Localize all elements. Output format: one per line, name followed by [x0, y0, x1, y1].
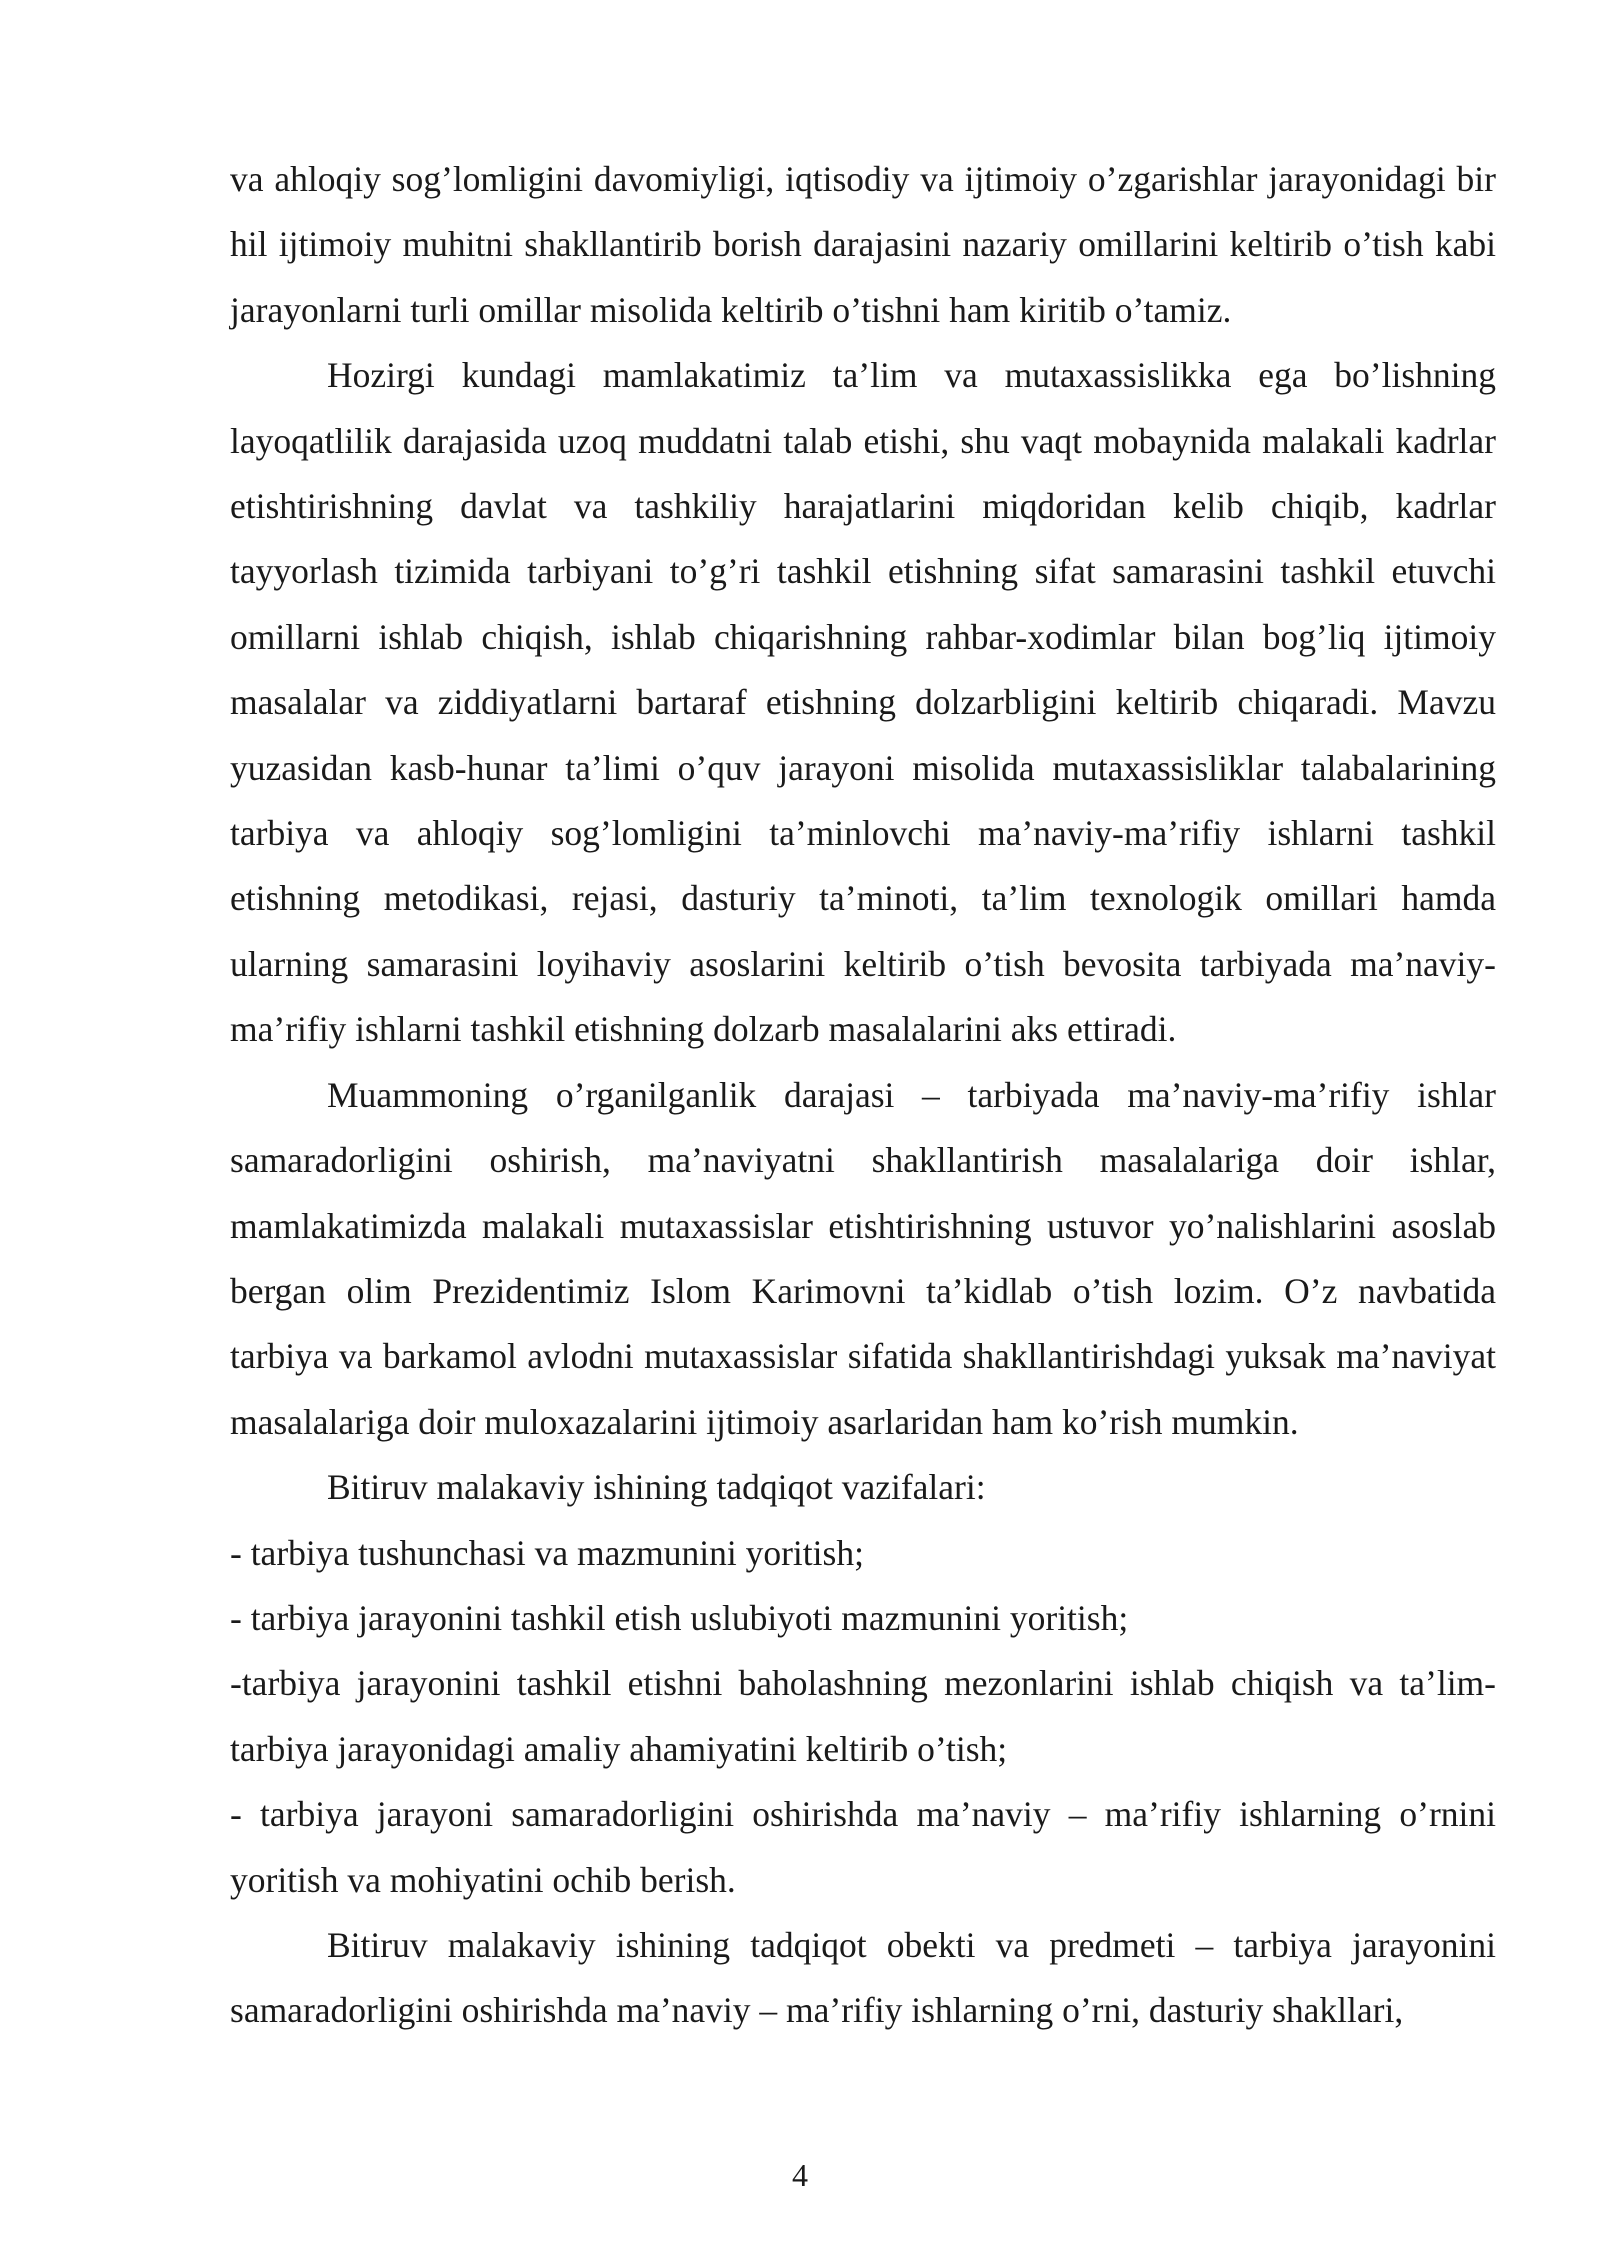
body-text — [230, 147, 1496, 2044]
tasks-heading: Bitiruv malakaviy ishining tadqiqot vazifalari: — [327, 1467, 986, 1508]
task-item: - tarbiya jarayonini tashkil etish uslubiyoti mazmunini yoritish; — [230, 1597, 1129, 1638]
paragraph-3: Muammoning o’rganilganlik darajasi – tarbiyada ma’naviy-ma’rifiy ishlar samaradorligini oshirish, ma’naviyatni shakllantirish masalalariga doir ishlar, mamlakatimizda malakali mutaxassislar etishtirishning ustuvor yo’nalishlarini asoslab bergan olim Prezidentimiz Islom Karimovni ta’kidlab o’tish lozim. O’z navbatida tarbiya va barkamol avlodni mutaxassislar sifatida shakllantirishdagi yuksak ma’naviyat masalalariga doir muloxazalarini ijtimoiy asarlaridan ham ko’rish mumkin. — [230, 1074, 1496, 1442]
paragraph-2: Hozirgi kundagi mamlakatimiz ta’lim va mutaxassislikka ega bo’lishning layoqatlilik darajasida uzoq muddatni talab etishi, shu vaqt mobaynida malakali kadrlar etishtirishning davlat va tashkiliy harajatlarini miqdoridan kelib chiqib, kadrlar tayyorlash tizimida tarbiyani to’g’ri tashkil etishning sifat samarasini tashkil etuvchi omillarni ishlab chiqish, ishlab chiqarishning rahbar-xodimlar bilan bog’liq ijtimoiy masalalar va ziddiyatlarni bartaraf etishning dolzarbligini keltirib chiqaradi. Mavzu yuzasidan kasb-hunar ta’limi o’quv jarayoni misolida mutaxassisliklar talabalarining tarbiya va ahloqiy sog’lomligini ta’minlovchi ma’naviy-ma’rifiy ishlarni tashkil etishning metodikasi, rejasi, dasturiy ta’minoti, ta’lim texnologik omillari hamda ularning samarasini loyihaviy asoslarini keltirib o’tish bevosita tarbiyada ma’naviy-ma’rifiy ishlarni tashkil etishning dolzarb masalalarini aks ettiradi. — [230, 355, 1496, 1050]
paragraph-1: va ahloqiy sog’lomligini davomiyligi, iqtisodiy va ijtimoiy o’zgarishlar jarayonidagi bir hil ijtimoiy muhitni shakllantirib borish darajasini nazariy omillarini keltirib o’tish kabi jarayonlarni turli omillar misolida keltirib o’tishni ham kiritib o’tamiz. — [230, 159, 1496, 330]
page-number: 4 — [792, 2157, 808, 2193]
task-item: - tarbiya jarayoni samaradorligini oshirishda ma’naviy – ma’rifiy ishlarning o’rnini yoritish va mohiyatini ochib berish. — [230, 1794, 1496, 1900]
task-item: - tarbiya tushunchasi va mazmunini yoritish; — [230, 1532, 864, 1573]
task-item: -tarbiya jarayonini tashkil etishni baholashning mezonlarini ishlab chiqish va ta’lim-tarbiya jarayonidagi amaliy ahamiyatini keltirib o’tish; — [230, 1663, 1496, 1769]
paragraph-object-subject: Bitiruv malakaviy ishining tadqiqot obekti va predmeti – tarbiya jarayonini samaradorligini oshirishda ma’naviy – ma’rifiy ishlarning o’rni, dasturiy shakllari, — [230, 1924, 1496, 2031]
